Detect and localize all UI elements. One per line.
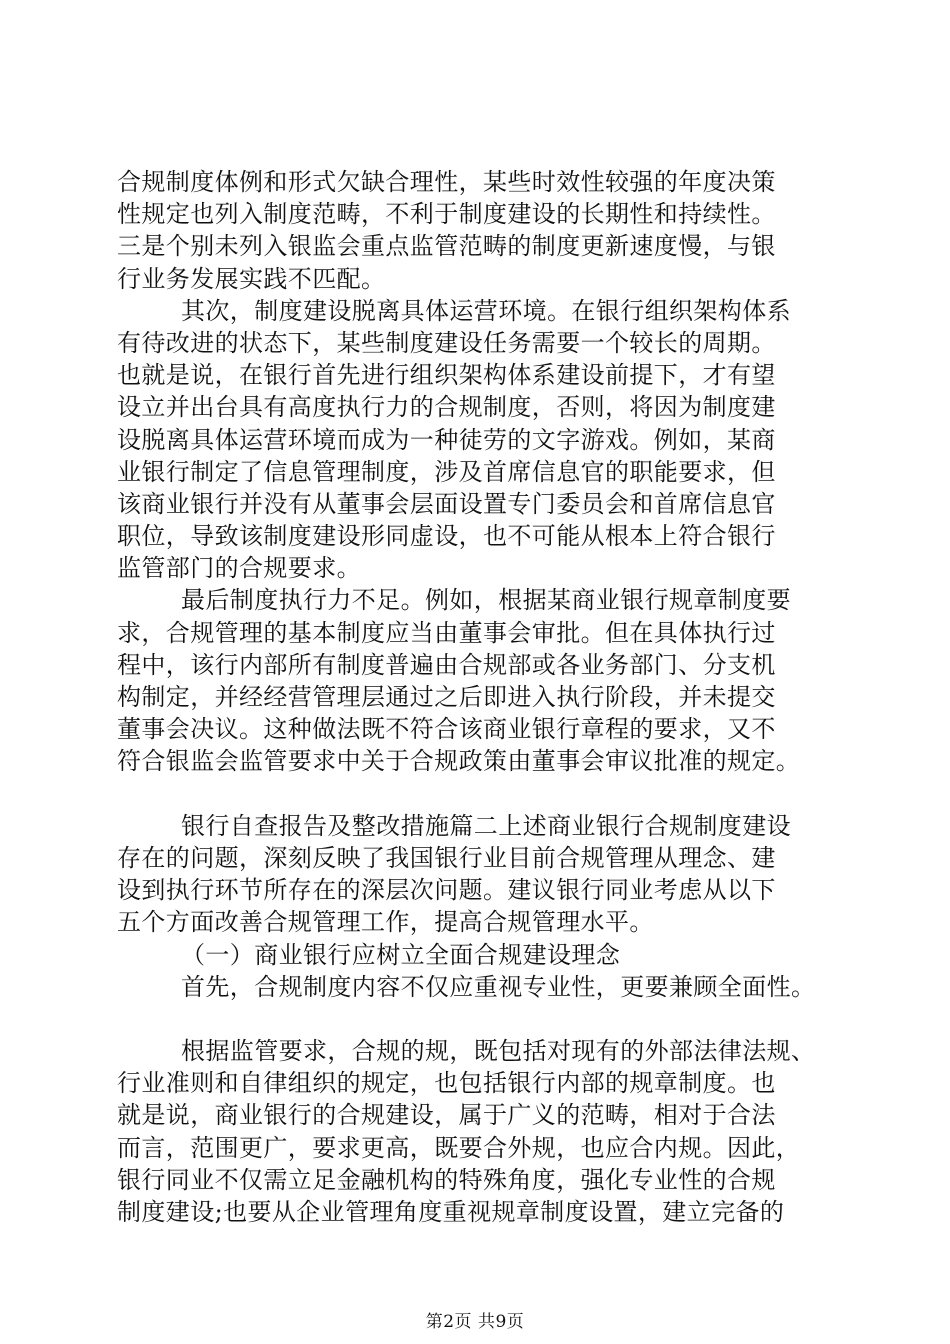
- text-line: 就是说，商业银行的合规建设，属于广义的范畴，相对于合法: [117, 1101, 776, 1130]
- text-line: 其次，制度建设脱离具体运营环境。在银行组织架构体系: [181, 296, 791, 325]
- text-line: 设到执行环节所存在的深层次问题。建议银行同业考虑从以下: [117, 876, 776, 905]
- text-line: 银行同业不仅需立足金融机构的特殊角度，强化专业性的合规: [117, 1165, 776, 1194]
- text-line: 行业务发展实践不匹配。: [117, 264, 386, 293]
- text-line: 程中，该行内部所有制度普遍由合规部或各业务部门、分支机: [117, 650, 776, 679]
- text-line: 该商业银行并没有从董事会层面设置专门委员会和首席信息官: [117, 489, 776, 518]
- text-line: 董事会决议。这种做法既不符合该商业银行章程的要求，又不: [117, 715, 776, 744]
- text-line: 有待改进的状态下，某些制度建设任务需要一个较长的周期。: [117, 328, 776, 357]
- text-line: （一）商业银行应树立全面合规建设理念: [181, 940, 621, 969]
- text-line: 业银行制定了信息管理制度，涉及首席信息官的职能要求，但: [117, 457, 776, 486]
- text-line: 监管部门的合规要求。: [117, 554, 361, 583]
- text-line: 而言，范围更广，要求更高，既要合外规，也应合内规。因此，: [117, 1133, 801, 1162]
- text-line: 存在的问题，深刻反映了我国银行业目前合规管理从理念、建: [117, 843, 776, 872]
- text-line: 五个方面改善合规管理工作，提高合规管理水平。: [117, 908, 654, 937]
- page-footer: 第2页 共9页: [425, 1312, 525, 1332]
- text-line: 行业准则和自律组织的规定，也包括银行内部的规章制度。也: [117, 1069, 776, 1098]
- text-line: 构制定，并经经营管理层通过之后即进入执行阶段，并未提交: [117, 683, 776, 711]
- paragraph-gap: [117, 778, 837, 810]
- text-line: 最后制度执行力不足。例如，根据某商业银行规章制度要: [181, 586, 791, 615]
- text-line: 根据监管要求，合规的规，既包括对现有的外部法律法规、: [181, 1037, 816, 1066]
- text-line: 合规制度体例和形式欠缺合理性，某些时效性较强的年度决策: [117, 168, 776, 196]
- text-line: 职位，导致该制度建设形同虚设，也不可能从根本上符合银行: [117, 522, 776, 551]
- text-line: 设立并出台具有高度执行力的合规制度，否则，将因为制度建: [117, 393, 776, 422]
- text-line: 首先，合规制度内容不仅应重视专业性，更要兼顾全面性。: [181, 972, 816, 1001]
- text-line: 银行自查报告及整改措施篇二上述商业银行合规制度建设: [181, 811, 791, 840]
- text-line: 也就是说，在银行首先进行组织架构体系建设前提下，才有望: [117, 361, 776, 390]
- text-line: 制度建设;也要从企业管理角度重视规章制度设置，建立完备的: [117, 1198, 785, 1226]
- text-line: 求，合规管理的基本制度应当由董事会审批。但在具体执行过: [117, 618, 776, 647]
- text-line: 设脱离具体运营环境而成为一种徒劳的文字游戏。例如，某商: [117, 425, 776, 454]
- paragraph-gap: [117, 1003, 837, 1035]
- text-line: 三是个别未列入银监会重点监管范畴的制度更新速度慢，与银: [117, 232, 776, 261]
- text-line: 符合银监会监管要求中关于合规政策由董事会审议批准的规定。: [117, 747, 801, 776]
- document-body: [117, 166, 837, 1228]
- text-line: 性规定也列入制度范畴，不利于制度建设的长期性和持续性。: [117, 200, 776, 229]
